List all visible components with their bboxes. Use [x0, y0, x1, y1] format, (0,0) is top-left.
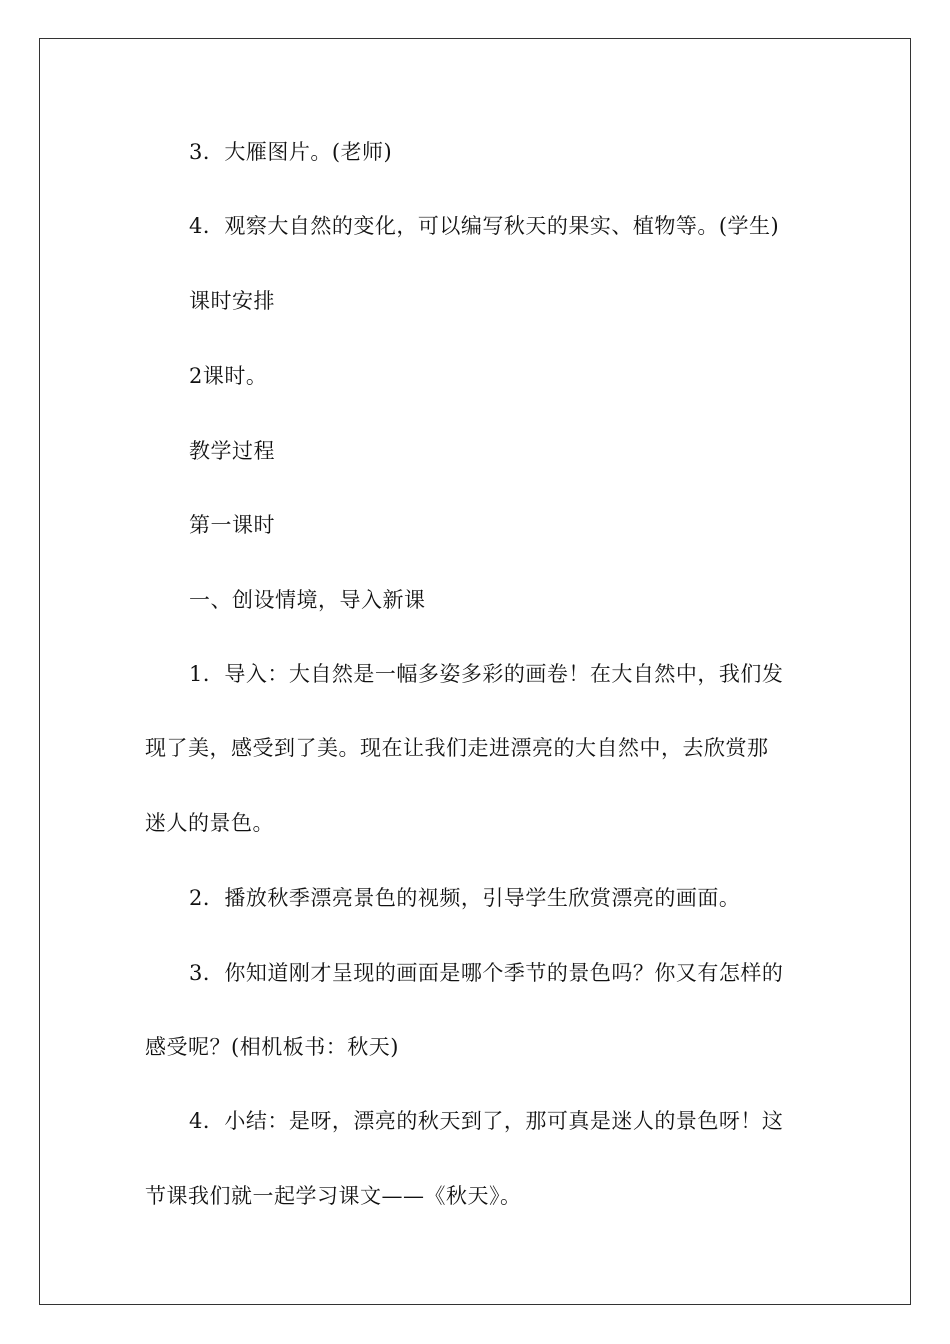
paragraph-line: 现了美，感受到了美。现在让我们走进漂亮的大自然中，去欣赏那	[145, 736, 769, 760]
section-heading-first-lesson: 第一课时	[189, 513, 275, 537]
paragraph-line: 迷人的景色。	[145, 811, 274, 835]
paragraph-line: 2．播放秋季漂亮景色的视频，引导学生欣赏漂亮的画面。	[189, 886, 741, 910]
section-heading-schedule: 课时安排	[189, 289, 275, 313]
section-heading-process: 教学过程	[189, 439, 275, 463]
text-line-materials-3: 3．大雁图片。(老师)	[189, 140, 393, 164]
paragraph-line: 3．你知道刚才呈现的画面是哪个季节的景色吗？你又有怎样的	[189, 961, 784, 985]
text-line-schedule: 2课时。	[189, 364, 268, 388]
paragraph-line: 4．小结：是呀，漂亮的秋天到了，那可真是迷人的景色呀！这	[189, 1109, 784, 1133]
paragraph-line: 节课我们就一起学习课文——《秋天》。	[145, 1184, 522, 1208]
text-line-materials-4: 4．观察大自然的变化，可以编写秋天的果实、植物等。(学生)	[189, 214, 780, 238]
paragraph-line: 感受呢？(相机板书：秋天)	[145, 1035, 399, 1059]
paragraph-line: 1．导入：大自然是一幅多姿多彩的画卷！在大自然中，我们发	[189, 662, 784, 686]
section-heading-intro: 一、创设情境，导入新课	[189, 588, 426, 612]
